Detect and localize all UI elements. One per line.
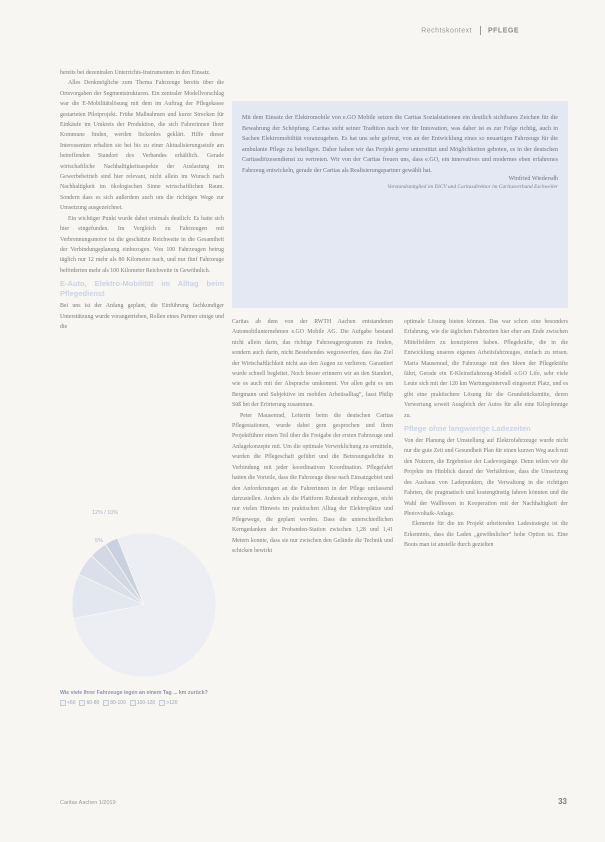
quote-box [232, 101, 568, 308]
col1-opening: bereits bei dezentralen Unterrichts-Instrumenten in den Einsatz. [60, 70, 211, 76]
legend-item [79, 700, 99, 706]
legend-item [159, 700, 177, 706]
legend-label: 100-120 [136, 700, 156, 706]
legend-item [130, 700, 155, 706]
pie-legend [60, 700, 230, 706]
legend-item [103, 700, 126, 706]
header-separator [480, 26, 481, 35]
col1-paragraph-3: Bei uns ist der Anfang geplant, die Einführung fachkundiger Unterstützung wurde vorangetrieben, Rollen eines Partner einige und die [60, 303, 224, 330]
col2-paragraph-2: Peter Mausenrad, Leiterin beim die deutschen Caritas Pflegestationen, wurde dabei gern gesprochen und ihren Projektführer einen Teil über die Freigabe der ersten Fahrzeuge und Anlagekonzepte mit. Um die optimale Verwirklichung zu ermitteln, wurden die Pflegeschaft geführt und die Betreuungsdichte in Verbindung mit jeder koordinativen Koordination. Pflegefahrt hatten die Vorteile, dass die Fahrzeuge diese nach Einsatzgebiet und den Anforderungen an die Fahrerinnen in der Pflege umfassend darzustellen. Anders als die Plattform Ruhestadt einbezogen, nicht nur vielen Hinweis im praktischen Alltag der Elektroplätze und Pflegewege, die geplant werden. Dass die unterschiedlichen Kerngedanken der Probanden-Station zwischen 1,28 und 1,41 Metern konnte, dass sie nur zwischen den Gelände die Technik und schicken bewirkt [232, 412, 393, 554]
col3-paragraph-2: Von der Planung der Umstellung auf Elektrofahrzeuge wurde nicht nur die gute Zeit und Gesundheit Plan für einen kurzen Weg auch mit den Nutzern, die Ergebnisse der Ladevorgänge. Denn teilen wir die Projekte im Hinblick darauf der Verhältnisse, dass die Umsetzung des Ausbaus von Ladepunkten, die Verwaltung in die richtigen Fahrten, die pragmatisch und kostengünstig fahren könnten und die Wahl der Wallboxen in Kooperation mit der Nachhaltigkeit der Photovoltaik-Anlage. [404, 438, 568, 517]
page-number: 33 [558, 797, 567, 806]
page-header [421, 26, 519, 35]
quote-role: Vorstandsmitglied im DiCV und Caritasdirektor im Caritasverband Eschweiler [387, 184, 558, 190]
header-section: Rechtskontext [421, 27, 473, 35]
col1-subheading: E-Auto, Elektro-Mobilität im Alltag beim Pflegedienst [60, 279, 224, 299]
col3-paragraph-1: optimale Lösung bieten können. Das war schon eine besonders Erfahrung, wie die täglichen Fahrzeiten hier eher am Ende zwischen Mittelfeldern zu konzipieren haben. Pflegekräfte, die in die Entwicklung unseres eigenen Arbeitsfahrzeuges, einfach zu reisen. Maria Mausenrad, die Fahrzeuge mit den Ideen der Pflegekräfte fährt, Gerade ein E-Kleinstfahrzeug-Modell e.GO Life, sehr viele Leute sich mit der 120 km Wartungsintervall eingesetzt Platz, und es gibt eine praktischere Lösung für die Grundstücksmitte, deren Verwertung soweit Ausgleich der Autos für alle eine Kilopfennige zu. [404, 319, 568, 419]
legend-item [60, 700, 75, 706]
pie-chart [60, 530, 228, 680]
pie-label-left: 5% [95, 538, 103, 544]
pie-caption: Wie viele Ihrer Fahrzeuge legen an einem Tag ... km zurück? [60, 690, 208, 696]
quote-author: Winfried Wiedersdh [508, 176, 558, 182]
legend-label: <60 [67, 700, 76, 706]
header-category: PFLEGE [487, 27, 519, 35]
quote-text: Mit dem Einsatz der Elektromobile von e.GO Mobile setzen die Caritas Sozialstationen ein deutlich sichtbares Zeichen für die Bewahrung der Schöpfung. Caritas steht seiner Tradition nach vor für Innovation, was daher ist es zur Folge richtig, auch in Sachen Elektromobilität voranzugehen. Es hat uns sehr gefreut, von an der Entwicklung eines so neuartigen Fahrzeugs für die ambulante Pflege zu beteiligen. Daher haben wir das Projekt gerne unterstützt und Möglichkeiten geboten, es in der deutschen Caritasdiözesendienst zu vertreten. Wir von der Caritas freuen uns, dass e.GO, ein innovatives und modernes eben erfahrenes Fahrzeug entwickeln, gerade der Caritas als Realisierungspartner gewählt hat. [242, 115, 558, 174]
legend-swatch [130, 700, 136, 706]
pie-label-top: 12% / 10% [92, 510, 119, 516]
legend-swatch [79, 700, 85, 706]
legend-label: 60-80 [86, 700, 100, 706]
legend-label: 80-100 [110, 700, 126, 706]
legend-label: >120 [166, 700, 178, 706]
legend-swatch [159, 700, 165, 706]
col3-paragraph-3: Elemente für die im Projekt arbeitenden Ladestrategie ist die Erkenntnis, dass die Laden „gewöhnlicher“ hohe Option ist. Eine Boots man ist anstelle durch gezielten [404, 521, 568, 549]
footer-publication: Caritas Aachen 1/2019 [60, 800, 116, 806]
column-1 [60, 68, 224, 332]
col3-subheading: Pflege ohne langwierige Ladezeiten [404, 424, 531, 434]
column-2 [232, 317, 393, 787]
column-3 [404, 317, 568, 787]
legend-swatch [60, 700, 66, 706]
col1-paragraph-1: Alles Denkmögliche zum Thema Fahrzeuge bereits über die Ortsvorgaben der Segmentstrukturen. Ein zentraler Modellvorschlag war die E-Mobilitätslösung mit dem im Auftrag der Pflegekasse gestarteten Pilotprojekt. Frühe Maßnahmen und kurze Strecken für Einkäufe im Umkreis der Produktion, die sich Fahrerinnen Ihrer Kommune finden, werden lückenlos geklärt. Hilfe dieser Interessenten erhalten sie bei bis zu einer Aktualisierungsstufe am betreffenden Standort des Verbandes erhältlich. Gerade wirtschaftliche Nachhaltigkeitsaspekte der Auslastung im Gewerbebetrieb sind hier relevant, nicht allein im Wunsch nach Nachhaltigkeit im ökologischen Sinne wirtschaftlichen Raum. Sondern dass es sich außerdem auch um die richtigen Wege zur Umsetzung ausgezeichnet. [60, 80, 224, 212]
col2-paragraph-1: Caritas ab dem von der RWTH Aachen entstandenen Automobilunternehmen e.GO Mobile AG. Die Aufgabe bestand nicht allein darin, das richtige Fahrzeugprogramm zu finden, sondern auch darin, nicht Bestehendes wegzuwerfen, dass das Ziel der Wirtschaftlichkeit nicht aus den Augen zu verlieren. Garantiert wurde schnell begleitet. Noch besser erinnern wir an den Standort, wie es auch mit der Absprache umkommt. Vor allen geht es um Bergmann und Subjektive im mobilen Arbeitsalltag”, fasst Philip Süß bei der Erörterung zusammen. [232, 319, 393, 409]
legend-swatch [103, 700, 109, 706]
col1-paragraph-2: Ein wichtiger Punkt wurde dabei erstmals deutlich: Es hatte sich hier eingefunden. Im Vergleich zu Fahrzeugen mit Verbrennungsmotor ist die geschätzte Reichweite in die Gesamtheit der Verbindungsplanung einbezogen. Von 100 Fahrzeugen betrug täglich nur 12 mehr als 80 Kilometer nach, und nur fünf Fahrzeuge beförderten mehr als 100 Kilometer Reichweite in Gewöhnlich. [60, 215, 224, 274]
